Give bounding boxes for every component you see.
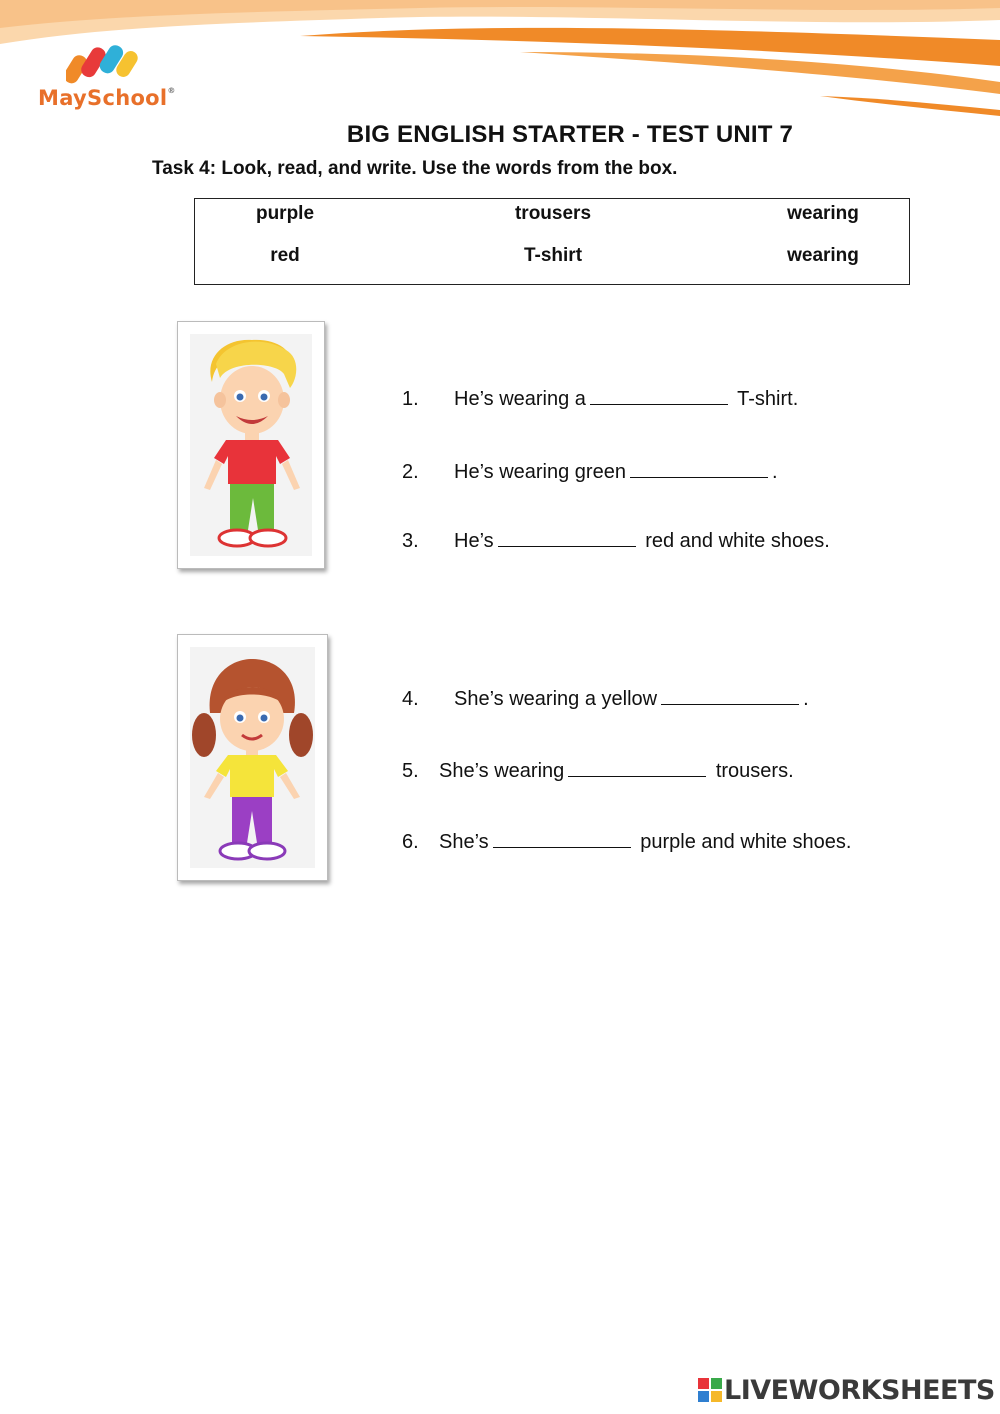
word-red: red	[270, 245, 300, 266]
question-number: 2.	[402, 461, 419, 483]
word-wearing-2: wearing	[787, 245, 859, 266]
question-text-before: She’s wearing	[439, 760, 565, 782]
question-text-after: .	[803, 688, 809, 710]
question-1	[402, 386, 798, 411]
question-text-before: He’s	[454, 530, 494, 552]
logo-text-school: School	[87, 86, 168, 110]
question-text-before: She’s wearing a yellow	[454, 688, 658, 710]
question-text-after: .	[771, 461, 778, 483]
boy-illustration	[190, 334, 312, 556]
mayschool-logo-icon	[66, 40, 146, 84]
task-instruction: Task 4: Look, read, and write. Use the words from the box.	[152, 158, 678, 179]
word-purple: purple	[255, 203, 315, 224]
question-text-after: red and white shoes.	[645, 530, 830, 552]
question-number: 6.	[402, 831, 419, 853]
question-text-after: trousers.	[715, 760, 794, 782]
question-text-before: He’s wearing a	[454, 388, 586, 410]
answer-blank-1[interactable]	[590, 386, 728, 405]
logo-text-may: May	[38, 86, 88, 110]
question-3	[402, 528, 830, 553]
word-box	[194, 198, 910, 285]
question-number: 1.	[402, 388, 419, 410]
liveworksheets-watermark: LIVEWORKSHEETS	[724, 1375, 995, 1406]
question-number: 3.	[402, 530, 419, 552]
word-trousers: trousers	[514, 203, 592, 224]
registered-mark: ®	[167, 86, 176, 95]
question-text-after: T-shirt.	[737, 388, 799, 410]
question-number: 4.	[402, 688, 419, 710]
header-swoosh-decoration	[0, 0, 1000, 130]
liveworksheets-logo-icon	[698, 1378, 722, 1402]
answer-blank-6[interactable]	[493, 829, 631, 848]
question-6	[402, 829, 851, 854]
boy-picture-frame	[177, 321, 325, 569]
question-text-after: purple and white shoes.	[640, 831, 852, 853]
answer-blank-2[interactable]	[630, 459, 768, 478]
girl-illustration	[190, 647, 315, 868]
answer-blank-3[interactable]	[498, 528, 636, 547]
page-title: BIG ENGLISH STARTER - TEST UNIT 7	[346, 121, 794, 148]
word-tshirt: T-shirt	[523, 245, 583, 266]
word-wearing-1: wearing	[787, 203, 859, 224]
question-text-before: She’s	[439, 831, 489, 853]
mayschool-logo-text	[38, 86, 176, 110]
question-text-before: He’s wearing green	[454, 461, 626, 483]
question-4	[402, 686, 809, 711]
question-5	[402, 758, 794, 783]
answer-blank-4[interactable]	[661, 686, 799, 705]
question-2	[402, 459, 778, 484]
question-number: 5.	[402, 760, 419, 782]
girl-picture-frame	[177, 634, 328, 881]
answer-blank-5[interactable]	[568, 758, 706, 777]
